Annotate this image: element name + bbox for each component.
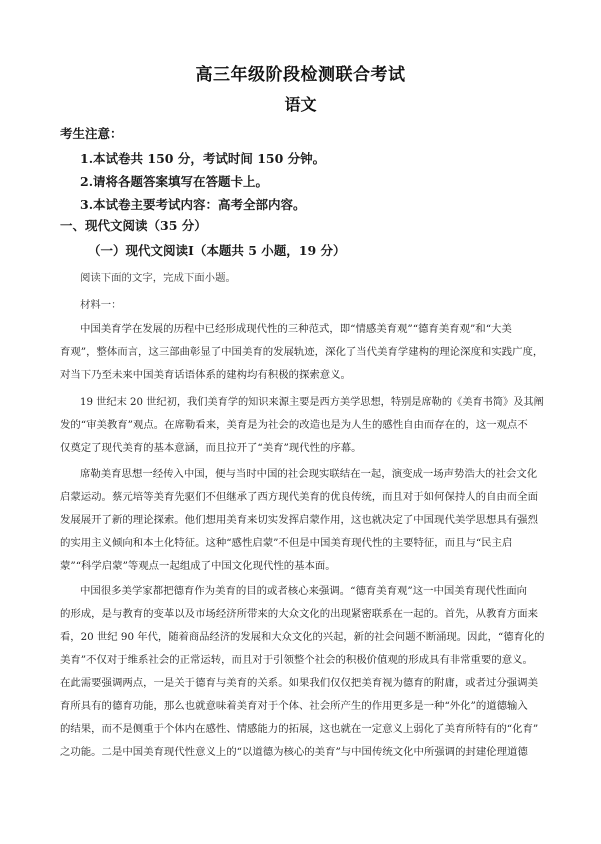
paragraph-line: 在此需要强调两点，一是关于德育与美育的关系。如果我们仅仅把美育视为德育的附庸，或者过分强调美 — [60, 677, 538, 689]
sub-section-heading: （一）现代文阅读Ⅰ（本题共 5 小题，19 分） — [88, 243, 346, 258]
paragraph-line: 启蒙运动。蔡元培等美育先驱们不但继承了西方现代美育的优良传统，而且对于如何保持人的自由而全面 — [60, 491, 538, 503]
paragraph-line: 看，20 世纪 90 年代，随着商品经济的发展和大众文化的兴起，新的社会问题不断涌现。因此，“德育化的 — [60, 631, 545, 643]
paragraph-line: 育观”，整体而言，这三部曲彰显了中国美育的发展轨迹，深化了当代美育学建构的理论深度和实践广度， — [60, 346, 544, 358]
paragraph-line: 发的“审美教育”观点。在席勒看来，美育是为社会的改造也是为人生的感性自由而存在的，这一观点不 — [60, 419, 528, 431]
paragraph-line: 的结果，而不是侧重于个体内在感性、情感能力的拓展，这也就在一定意义上弱化了美育所特有的“化育” — [60, 723, 539, 735]
section-heading: 一、现代文阅读（35 分） — [60, 218, 207, 233]
paragraph-line: 发展展开了新的理论探索。他们想用美育来切实发挥启蒙作用，这也就决定了中国现代美学思想具有强烈 — [60, 514, 538, 526]
exam-title: 高三年级阶段检测联合考试 — [195, 65, 406, 85]
paragraph-line: 之功能。二是中国美育现代性意义上的“以道德为核心的美育”与中国传统文化中所强调的封建伦理道德 — [60, 746, 528, 758]
exam-subject: 语文 — [284, 95, 317, 114]
paragraph-line: 蒙”“科学启蒙”等观点一起组成了中国文化现代性的基本面。 — [60, 560, 336, 572]
notice-item: 2.请将各题答案填写在答题卡上。 — [80, 174, 269, 189]
paragraph-line: 美育”不仅对于维系社会的正常运转，而且对于引领整个社会的积极价值观的形成具有非常重要的意义。 — [60, 654, 533, 666]
paragraph-line: 中国美育学在发展的历程中已经形成现代性的三种范式，即“情感美育观”“德育美育观”和“大美 — [80, 323, 512, 335]
paragraph-line: 仅奠定了现代美育的基本意涵，而且拉开了“美育”现代性的序幕。 — [60, 442, 362, 454]
material-label: 材料一： — [80, 299, 122, 311]
paragraph-line: 19 世纪末 20 世纪初，我们美育学的知识来源主要是西方美学思想，特别是席勒的《美育书简》及其阐 — [80, 396, 544, 408]
notice-item: 1.本试卷共 150 分，考试时间 150 分钟。 — [80, 151, 326, 166]
paragraph-line: 的形成，是与教育的变革以及市场经济所带来的大众文化的出现紧密联系在一起的。首先，从教育方面来 — [60, 608, 538, 620]
paragraph-line: 的实用主义倾向和本土化特征。这种“感性启蒙”不但是中国美育现代性的主要特征，而且与“民主启 — [60, 537, 513, 549]
notice-heading: 考生注意： — [60, 126, 123, 141]
paragraph-line: 席勒美育思想一经传入中国，便与当时中国的社会现实联结在一起，演变成一场声势浩大的社会文化 — [80, 468, 538, 480]
notice-item: 3.本试卷主要考试内容：高考全部内容。 — [80, 197, 306, 212]
paragraph-line: 对当下乃至未来中国美育话语体系的建构均有积极的探索意义。 — [60, 369, 351, 381]
paragraph-line: 育所具有的德育功能，那么也就意味着美育对于个体、社会所产生的作用更多是一种“外化”的道德输入 — [60, 700, 528, 712]
reading-instruction: 阅读下面的文字，完成下面小题。 — [80, 272, 236, 284]
paragraph-line: 中国很多美学家都把德育作为美育的目的或者核心来强调。“德育美育观”这一中国美育现代性面向 — [80, 585, 528, 597]
